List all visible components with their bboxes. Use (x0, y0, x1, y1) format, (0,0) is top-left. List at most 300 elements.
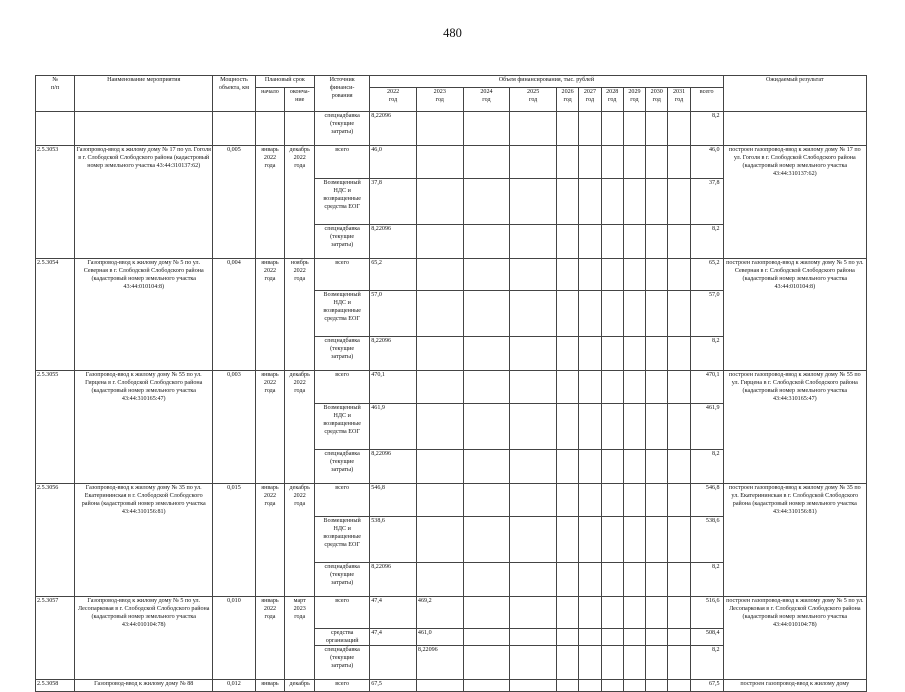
year-value: 57,0 (370, 291, 417, 337)
start-date-cell: январь (255, 680, 285, 692)
year-value: 47,4 (370, 629, 417, 646)
expected-result (723, 516, 866, 562)
expected-result: построен газопровод-ввод к жилому дому № 5 по ул. Северная в г. Слободской Слободского района (кадастровый номер земельного участка 43:44:010104:8) (723, 258, 866, 291)
table-row (36, 629, 867, 646)
end-date-cell (285, 449, 315, 483)
year-value (579, 449, 601, 483)
year-value (623, 403, 645, 449)
year-value (668, 146, 690, 179)
start-date-cell (255, 562, 285, 596)
year-value (556, 224, 578, 258)
row-number (36, 403, 75, 449)
header-year: 2027 год (579, 88, 601, 112)
start-date-cell (255, 224, 285, 258)
year-value (463, 680, 510, 692)
year-value (601, 178, 623, 224)
measure-name: Газопровод-ввод к жилому дому № 88 (75, 680, 213, 692)
year-value (556, 403, 578, 449)
start-date-cell (255, 291, 285, 337)
year-value (463, 112, 510, 146)
measure-name (75, 337, 213, 371)
year-value (556, 596, 578, 629)
funding-source: всего (315, 258, 370, 291)
expected-result (723, 646, 866, 680)
year-value: 37,8 (370, 178, 417, 224)
year-value (556, 337, 578, 371)
funding-source: всего (315, 596, 370, 629)
year-value (556, 680, 578, 692)
year-value (623, 146, 645, 179)
year-value: 546,8 (370, 483, 417, 516)
header-period: Плановый срок (255, 76, 314, 88)
year-value (646, 596, 668, 629)
year-value (601, 516, 623, 562)
end-date-cell: март 2023 года (285, 596, 315, 629)
end-date-cell: ноябрь 2022 года (285, 258, 315, 291)
year-value (646, 371, 668, 404)
total-value: 470,1 (690, 371, 723, 404)
year-value (416, 112, 463, 146)
year-value (510, 483, 557, 516)
header-result: Ожидаемый результат (723, 76, 866, 112)
total-value: 516,6 (690, 596, 723, 629)
year-value (556, 483, 578, 516)
year-value (668, 596, 690, 629)
year-value (416, 371, 463, 404)
measure-name: Газопровод-ввод к жилому дому № 17 по ул. Гоголя в г. Слободской Слободского района (кадастровый номер земельного участка 43:44:310137:62) (75, 146, 213, 179)
year-value (601, 562, 623, 596)
year-value (579, 516, 601, 562)
measure-name (75, 403, 213, 449)
table-row (36, 596, 867, 629)
capacity-cell: 0,015 (213, 483, 255, 516)
year-value (556, 562, 578, 596)
year-value (510, 596, 557, 629)
table-row (36, 291, 867, 337)
year-value (601, 112, 623, 146)
row-number (36, 178, 75, 224)
total-value: 67,5 (690, 680, 723, 692)
year-value (623, 562, 645, 596)
year-value: 65,2 (370, 258, 417, 291)
header-num: № п/п (36, 76, 75, 112)
year-value (579, 112, 601, 146)
row-number (36, 224, 75, 258)
header-total: всего (690, 88, 723, 112)
year-value (416, 224, 463, 258)
year-value: 8,22096 (416, 646, 463, 680)
year-value (579, 596, 601, 629)
year-value (646, 629, 668, 646)
total-value: 508,4 (690, 629, 723, 646)
year-value (510, 646, 557, 680)
capacity-cell (213, 629, 255, 646)
year-value (623, 596, 645, 629)
capacity-cell (213, 449, 255, 483)
measure-name: Газопровод-ввод к жилому дому № 35 по ул. Екатерининская в г. Слободской Слободского района (кадастровый номер земельного участка 43:44:310156:81) (75, 483, 213, 516)
year-value (579, 337, 601, 371)
table-row (36, 112, 867, 146)
year-value (416, 178, 463, 224)
year-value (416, 403, 463, 449)
year-value (463, 146, 510, 179)
year-value (668, 112, 690, 146)
year-value (623, 224, 645, 258)
row-number: 2.5.3055 (36, 371, 75, 404)
year-value (623, 646, 645, 680)
year-value (463, 596, 510, 629)
year-value (579, 629, 601, 646)
year-value: 538,6 (370, 516, 417, 562)
table-row (36, 680, 867, 692)
measure-name: Газопровод-ввод к жилому дому № 55 по ул. Гирцена в г. Слободской Слободского района (кадастровый номер земельного участка 43:44:310165:47) (75, 371, 213, 404)
funding-source: спецнадбавка (текущие затраты) (315, 646, 370, 680)
year-value (623, 629, 645, 646)
year-value (646, 146, 668, 179)
year-value (556, 258, 578, 291)
year-value (668, 562, 690, 596)
year-value (668, 483, 690, 516)
start-date-cell (255, 178, 285, 224)
end-date-cell (285, 291, 315, 337)
year-value (601, 449, 623, 483)
year-value: 67,5 (370, 680, 417, 692)
funding-source: спецнадбавка (текущие затраты) (315, 337, 370, 371)
end-date-cell: декабрь 2022 года (285, 371, 315, 404)
year-value (579, 146, 601, 179)
year-value (556, 146, 578, 179)
year-value (463, 483, 510, 516)
year-value (601, 371, 623, 404)
start-date-cell (255, 337, 285, 371)
year-value (668, 291, 690, 337)
start-date-cell (255, 112, 285, 146)
capacity-cell (213, 516, 255, 562)
capacity-cell (213, 646, 255, 680)
funding-source: Возмещенный НДС и возвращенные средства ЕОГ (315, 291, 370, 337)
year-value (556, 112, 578, 146)
end-date-cell (285, 516, 315, 562)
year-value (510, 629, 557, 646)
funding-source: Возмещенный НДС и возвращенные средства ЕОГ (315, 178, 370, 224)
start-date-cell (255, 449, 285, 483)
capacity-cell (213, 403, 255, 449)
header-year: 2022 год (370, 88, 417, 112)
header-year: 2030 год (646, 88, 668, 112)
year-value (370, 646, 417, 680)
year-value (510, 112, 557, 146)
table-row (36, 516, 867, 562)
start-date-cell: январь 2022 года (255, 483, 285, 516)
year-value (668, 258, 690, 291)
end-date-cell (285, 112, 315, 146)
year-value (579, 178, 601, 224)
year-value (623, 516, 645, 562)
year-value (579, 562, 601, 596)
year-value: 461,0 (416, 629, 463, 646)
year-value (601, 483, 623, 516)
row-number (36, 291, 75, 337)
capacity-cell (213, 224, 255, 258)
year-value (416, 291, 463, 337)
header-year: 2026 год (556, 88, 578, 112)
year-value: 8,22096 (370, 449, 417, 483)
year-value (510, 371, 557, 404)
year-value (579, 646, 601, 680)
measure-name (75, 646, 213, 680)
expected-result (723, 337, 866, 371)
expected-result (723, 629, 866, 646)
start-date-cell (255, 646, 285, 680)
year-value (463, 224, 510, 258)
funding-source: спецнадбавка (текущие затраты) (315, 224, 370, 258)
year-value (623, 449, 645, 483)
year-value (623, 291, 645, 337)
year-value (623, 258, 645, 291)
row-number: 2.5.3054 (36, 258, 75, 291)
start-date-cell: январь 2022 года (255, 146, 285, 179)
expected-result: построен газопровод-ввод к жилому дому № 55 по ул. Гирцена в г. Слободской Слободского района (кадастровый номер земельного участка 43:44:310165:47) (723, 371, 866, 404)
year-value (623, 371, 645, 404)
year-value: 469,2 (416, 596, 463, 629)
header-source: Источник финанси- рования (315, 76, 370, 112)
year-value (646, 258, 668, 291)
year-value (463, 449, 510, 483)
total-value: 37,8 (690, 178, 723, 224)
year-value (510, 146, 557, 179)
year-value (556, 371, 578, 404)
table-row (36, 449, 867, 483)
funding-source: всего (315, 483, 370, 516)
year-value: 8,22096 (370, 337, 417, 371)
year-value (463, 629, 510, 646)
funding-source: средства организаций (315, 629, 370, 646)
capacity-cell (213, 178, 255, 224)
year-value (623, 337, 645, 371)
row-number: 2.5.3058 (36, 680, 75, 692)
year-value (623, 680, 645, 692)
total-value: 546,8 (690, 483, 723, 516)
end-date-cell: декабрь 2022 года (285, 146, 315, 179)
expected-result (723, 403, 866, 449)
year-value (646, 646, 668, 680)
year-value (556, 449, 578, 483)
table-row (36, 646, 867, 680)
year-value (510, 258, 557, 291)
measure-name (75, 224, 213, 258)
year-value (646, 224, 668, 258)
year-value (510, 449, 557, 483)
year-value (510, 178, 557, 224)
table-row (36, 562, 867, 596)
measure-name (75, 562, 213, 596)
year-value (579, 371, 601, 404)
capacity-cell (213, 112, 255, 146)
table-row (36, 371, 867, 404)
row-number: 2.5.3056 (36, 483, 75, 516)
year-value: 46,0 (370, 146, 417, 179)
measure-name (75, 112, 213, 146)
expected-result (723, 291, 866, 337)
year-value (646, 403, 668, 449)
year-value (601, 258, 623, 291)
funding-source: спецнадбавка (текущие затраты) (315, 562, 370, 596)
year-value (601, 291, 623, 337)
funding-source: всего (315, 146, 370, 179)
year-value (601, 629, 623, 646)
measure-name: Газопровод-ввод к жилому дому № 5 по ул. Северная в г. Слободской Слободского района (кадастровый номер земельного участка 43:44:010104:8) (75, 258, 213, 291)
year-value (463, 646, 510, 680)
capacity-cell (213, 291, 255, 337)
row-number: 2.5.3053 (36, 146, 75, 179)
year-value (623, 178, 645, 224)
table-row (36, 178, 867, 224)
year-value (556, 291, 578, 337)
total-value: 461,9 (690, 403, 723, 449)
header-funding: Объем финансирования, тыс. рублей (370, 76, 723, 88)
year-value (579, 224, 601, 258)
year-value: 47,4 (370, 596, 417, 629)
year-value (510, 562, 557, 596)
end-date-cell (285, 178, 315, 224)
header-capacity: Мощность объекта, км (213, 76, 255, 112)
header-start: начало (255, 88, 285, 112)
measure-name (75, 178, 213, 224)
year-value (646, 680, 668, 692)
year-value (416, 680, 463, 692)
header-end: оконча- ние (285, 88, 315, 112)
total-value: 8,2 (690, 224, 723, 258)
year-value (416, 562, 463, 596)
year-value (579, 403, 601, 449)
year-value (579, 291, 601, 337)
year-value (463, 337, 510, 371)
end-date-cell (285, 403, 315, 449)
year-value (510, 337, 557, 371)
year-value (556, 516, 578, 562)
end-date-cell: декабрь (285, 680, 315, 692)
expected-result: построен газопровод-ввод к жилому дому № 35 по ул. Екатерининская в г. Слободской Слободского района (кадастровый номер земельного участка 43:44:310156:81) (723, 483, 866, 516)
year-value (556, 646, 578, 680)
year-value (601, 596, 623, 629)
header-year: 2031 год (668, 88, 690, 112)
row-number (36, 629, 75, 646)
total-value: 8,2 (690, 112, 723, 146)
year-value (623, 483, 645, 516)
expected-result: построен газопровод-ввод к жилому дому № 5 по ул. Лесопарковая в г. Слободской Слободского района (кадастровый номер земельного участка 43:44:010104:78) (723, 596, 866, 629)
funding-source: всего (315, 680, 370, 692)
expected-result: построен газопровод-ввод к жилому дому (723, 680, 866, 692)
measure-name (75, 516, 213, 562)
year-value (579, 680, 601, 692)
table-row (36, 146, 867, 179)
total-value: 8,2 (690, 337, 723, 371)
header-name: Наименование мероприятия (75, 76, 213, 112)
header-year: 2029 год (623, 88, 645, 112)
year-value (579, 483, 601, 516)
year-value (416, 516, 463, 562)
expected-result (723, 178, 866, 224)
table-row (36, 224, 867, 258)
year-value (463, 516, 510, 562)
table-row (36, 337, 867, 371)
start-date-cell (255, 516, 285, 562)
expected-result (723, 562, 866, 596)
year-value (646, 483, 668, 516)
year-value (579, 258, 601, 291)
year-value (646, 562, 668, 596)
year-value (601, 146, 623, 179)
year-value: 470,1 (370, 371, 417, 404)
expected-result (723, 112, 866, 146)
funding-source: Возмещенный НДС и возвращенные средства ЕОГ (315, 403, 370, 449)
funding-table (35, 75, 867, 692)
year-value (556, 629, 578, 646)
year-value (601, 337, 623, 371)
year-value (510, 224, 557, 258)
start-date-cell (255, 629, 285, 646)
end-date-cell (285, 629, 315, 646)
row-number: 2.5.3057 (36, 596, 75, 629)
start-date-cell: январь 2022 года (255, 258, 285, 291)
table-row (36, 483, 867, 516)
year-value (601, 403, 623, 449)
header-year: 2028 год (601, 88, 623, 112)
header-year: 2023 год (416, 88, 463, 112)
funding-source: спецнадбавка (текущие затраты) (315, 112, 370, 146)
end-date-cell (285, 562, 315, 596)
year-value (510, 403, 557, 449)
year-value (416, 146, 463, 179)
total-value: 65,2 (690, 258, 723, 291)
year-value (510, 291, 557, 337)
year-value (646, 291, 668, 337)
year-value (668, 224, 690, 258)
table-body (36, 112, 867, 692)
year-value (463, 258, 510, 291)
year-value (623, 112, 645, 146)
capacity-cell: 0,005 (213, 146, 255, 179)
year-value (463, 371, 510, 404)
row-number (36, 516, 75, 562)
page-number: 480 (443, 26, 462, 40)
row-number (36, 112, 75, 146)
total-value: 538,6 (690, 516, 723, 562)
measure-name: Газопровод-ввод к жилому дому № 5 по ул. Лесопарковая в г. Слободской Слободского района (кадастровый номер земельного участка 43:44:010104:78) (75, 596, 213, 629)
year-value (646, 178, 668, 224)
year-value (463, 291, 510, 337)
total-value: 8,2 (690, 449, 723, 483)
measure-name (75, 449, 213, 483)
table-row (36, 403, 867, 449)
year-value (510, 680, 557, 692)
year-value (668, 646, 690, 680)
year-value (416, 449, 463, 483)
year-value (668, 516, 690, 562)
capacity-cell: 0,003 (213, 371, 255, 404)
total-value: 46,0 (690, 146, 723, 179)
year-value: 461,9 (370, 403, 417, 449)
year-value (646, 516, 668, 562)
funding-source: спецнадбавка (текущие затраты) (315, 449, 370, 483)
year-value: 8,22096 (370, 562, 417, 596)
end-date-cell (285, 337, 315, 371)
end-date-cell (285, 646, 315, 680)
end-date-cell: декабрь 2022 года (285, 483, 315, 516)
year-value (416, 337, 463, 371)
capacity-cell (213, 562, 255, 596)
expected-result (723, 224, 866, 258)
